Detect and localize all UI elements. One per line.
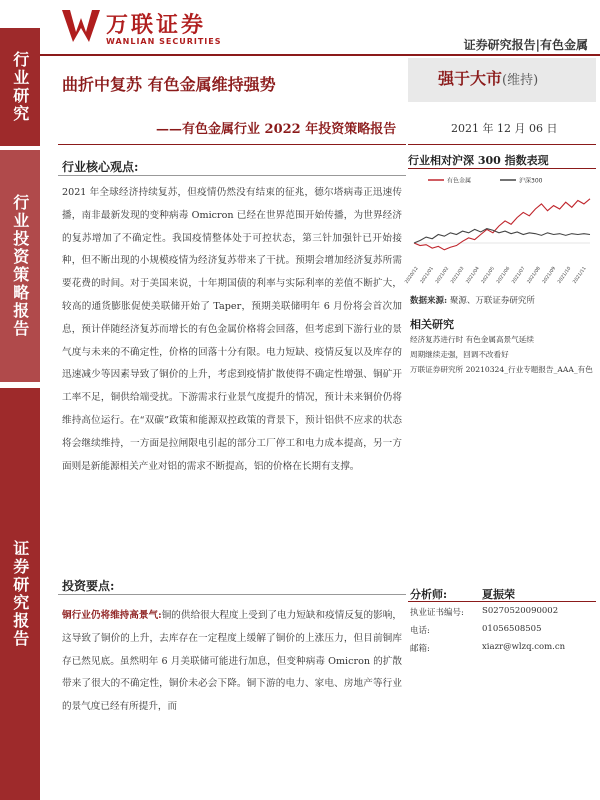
x-tick-label: 2021/02 xyxy=(435,266,451,285)
sidebar xyxy=(0,28,40,800)
core-paragraph: 2021 年全球经济持续复苏，但疫情仍然没有结束的征兆，德尔塔病毒正迅速传播，南非最新发现的变种病毒 Omicron 已经在世界范围开始传播，为世界经济的复苏增加了不确定性。我国疫情整体处于可控状态，第三针加强针已开始接种，但不断出现的小规模疫情为经济复苏带来了干扰。预期会增加经济复苏所需要花费的时间。对于美国来说，十年期国债的利率与实际利率的差值不断扩大，较高的通货膨胀促使美联储开始了 Taper，预期美联储明年 6 月份将会首次加息，预计伴随经济复苏而增长的有色金属价格将会回落，但考虑到下游行业的景气度与未来的不确定性，价格的回落十分有限。电力短缺、疫情反复以及库存的迅速减少等因素导致了铜价的上升，考虑到疫情扩散使得不确定性增强、铜矿开工率不足，铜供给端受扰。下游需求行业景气度提升的情况，预计未来铜价仍将维持高位运行。在“双碳”政策和能源双控政策的背景下，预计铝供不应求的状态将会继续维持，一方面是拉闸限电引起的部分工厂停工和电力成本提高，另一方面则是新能源相关产业对铝的需求不断提高，铝的价格在长期有支撑。 xyxy=(62,187,402,472)
related-list xyxy=(410,333,595,377)
related-item[interactable]: 万联证券研究所 20210324_行业专题报告_AAA_有色 xyxy=(410,364,593,374)
chart-title: 行业相对沪深 300 指数表现 xyxy=(408,154,549,167)
sidebar-label-report: 证券研究报告 xyxy=(10,540,30,648)
core-rule xyxy=(58,175,406,176)
x-tick-label: 2021/05 xyxy=(480,266,497,285)
related-heading: 相关研究 xyxy=(410,318,454,331)
analyst-heading: 分析师: xyxy=(410,588,448,601)
x-tick-label: 2021/08 xyxy=(526,266,542,285)
rating-sub: (维持) xyxy=(502,73,539,88)
x-tick-label: 2021/09 xyxy=(542,266,558,285)
logo-en: WANLIAN SECURITIES xyxy=(106,37,222,46)
chart-rule xyxy=(408,168,596,169)
email-value[interactable]: xiazr@wlzq.com.cn xyxy=(482,642,566,652)
title-rule-left xyxy=(58,144,406,145)
performance-chart xyxy=(404,172,596,290)
x-tick-label: 2021/07 xyxy=(511,266,527,285)
series-line xyxy=(414,199,590,250)
x-tick-label: 2021/04 xyxy=(465,266,481,285)
sidebar-block-strategy xyxy=(0,150,40,382)
sidebar-label-strategy: 行业投资策略报告 xyxy=(10,194,30,338)
cert-value: S0270520090002 xyxy=(482,606,559,616)
email-label: 邮箱: xyxy=(410,644,430,654)
phone-label: 电话: xyxy=(410,626,430,636)
header-rule xyxy=(0,54,600,56)
title-rule-right xyxy=(408,144,596,145)
report-date: 2021 年 12 月 06 日 xyxy=(451,122,558,135)
chart-source xyxy=(410,294,535,306)
legend-label: 有色金属 xyxy=(447,177,472,185)
invest-heading: 投资要点: xyxy=(62,579,115,593)
rating xyxy=(438,66,538,89)
series-line xyxy=(414,229,590,243)
analyst-name: 夏振荣 xyxy=(482,588,515,601)
x-tick-label: 2021/10 xyxy=(557,266,573,285)
invest-rule xyxy=(58,594,406,595)
wanlian-logo-icon xyxy=(62,10,100,42)
invest-text: 铜的供给很大程度上受到了电力短缺和疫情反复的影响，这导致了铜价的上升，去库存在一定程度上缓解了铜价的上涨压力，但目前铜库存已然见底。虽然明年 6 月美联储可能进行加息，但变种病毒 Omicron 的扩散带来了很大的不确定性，铜价未必会下降。铜下游的电力、家电、房地产等行业的景气度已经有所提升，而 xyxy=(62,610,402,713)
x-tick-label: 2021/11 xyxy=(572,266,588,285)
invest-lead: 铜行业仍将维持高景气: xyxy=(62,610,162,621)
sidebar-block-industry xyxy=(0,28,40,146)
related-item[interactable]: 经济复苏进行时 有色金属高景气延续 xyxy=(410,335,534,344)
legend-label: 沪深300 xyxy=(519,177,543,185)
logo-cn: 万联证券 xyxy=(106,13,207,38)
rating-main: 强于大市 xyxy=(438,69,503,88)
cert-label: 执业证书编号: xyxy=(410,608,464,618)
source-text: 聚源、万联证券研究所 xyxy=(449,296,535,306)
x-tick-label: 2021/01 xyxy=(419,266,435,285)
sidebar-label-industry: 行业研究 xyxy=(10,51,30,123)
report-title: 曲折中复苏 有色金属维持强势 xyxy=(62,75,276,94)
related-item[interactable]: 周期继续走强，回调不改看好 xyxy=(410,349,509,359)
report-type: 证券研究报告|有色金属 xyxy=(463,38,588,52)
phone-value: 01056508505 xyxy=(482,624,542,634)
invest-paragraph xyxy=(62,605,402,719)
x-tick-label: 2021/06 xyxy=(496,266,512,285)
x-tick-label: 2021/03 xyxy=(450,266,466,285)
report-subtitle: ——有色金属行业 2022 年投资策略报告 xyxy=(156,122,397,137)
sidebar-block-report xyxy=(0,388,40,800)
core-heading: 行业核心观点: xyxy=(62,160,139,174)
source-label: 数据来源: xyxy=(410,296,448,306)
x-tick-label: 2020/12 xyxy=(404,266,420,285)
analyst-rule xyxy=(408,601,596,602)
